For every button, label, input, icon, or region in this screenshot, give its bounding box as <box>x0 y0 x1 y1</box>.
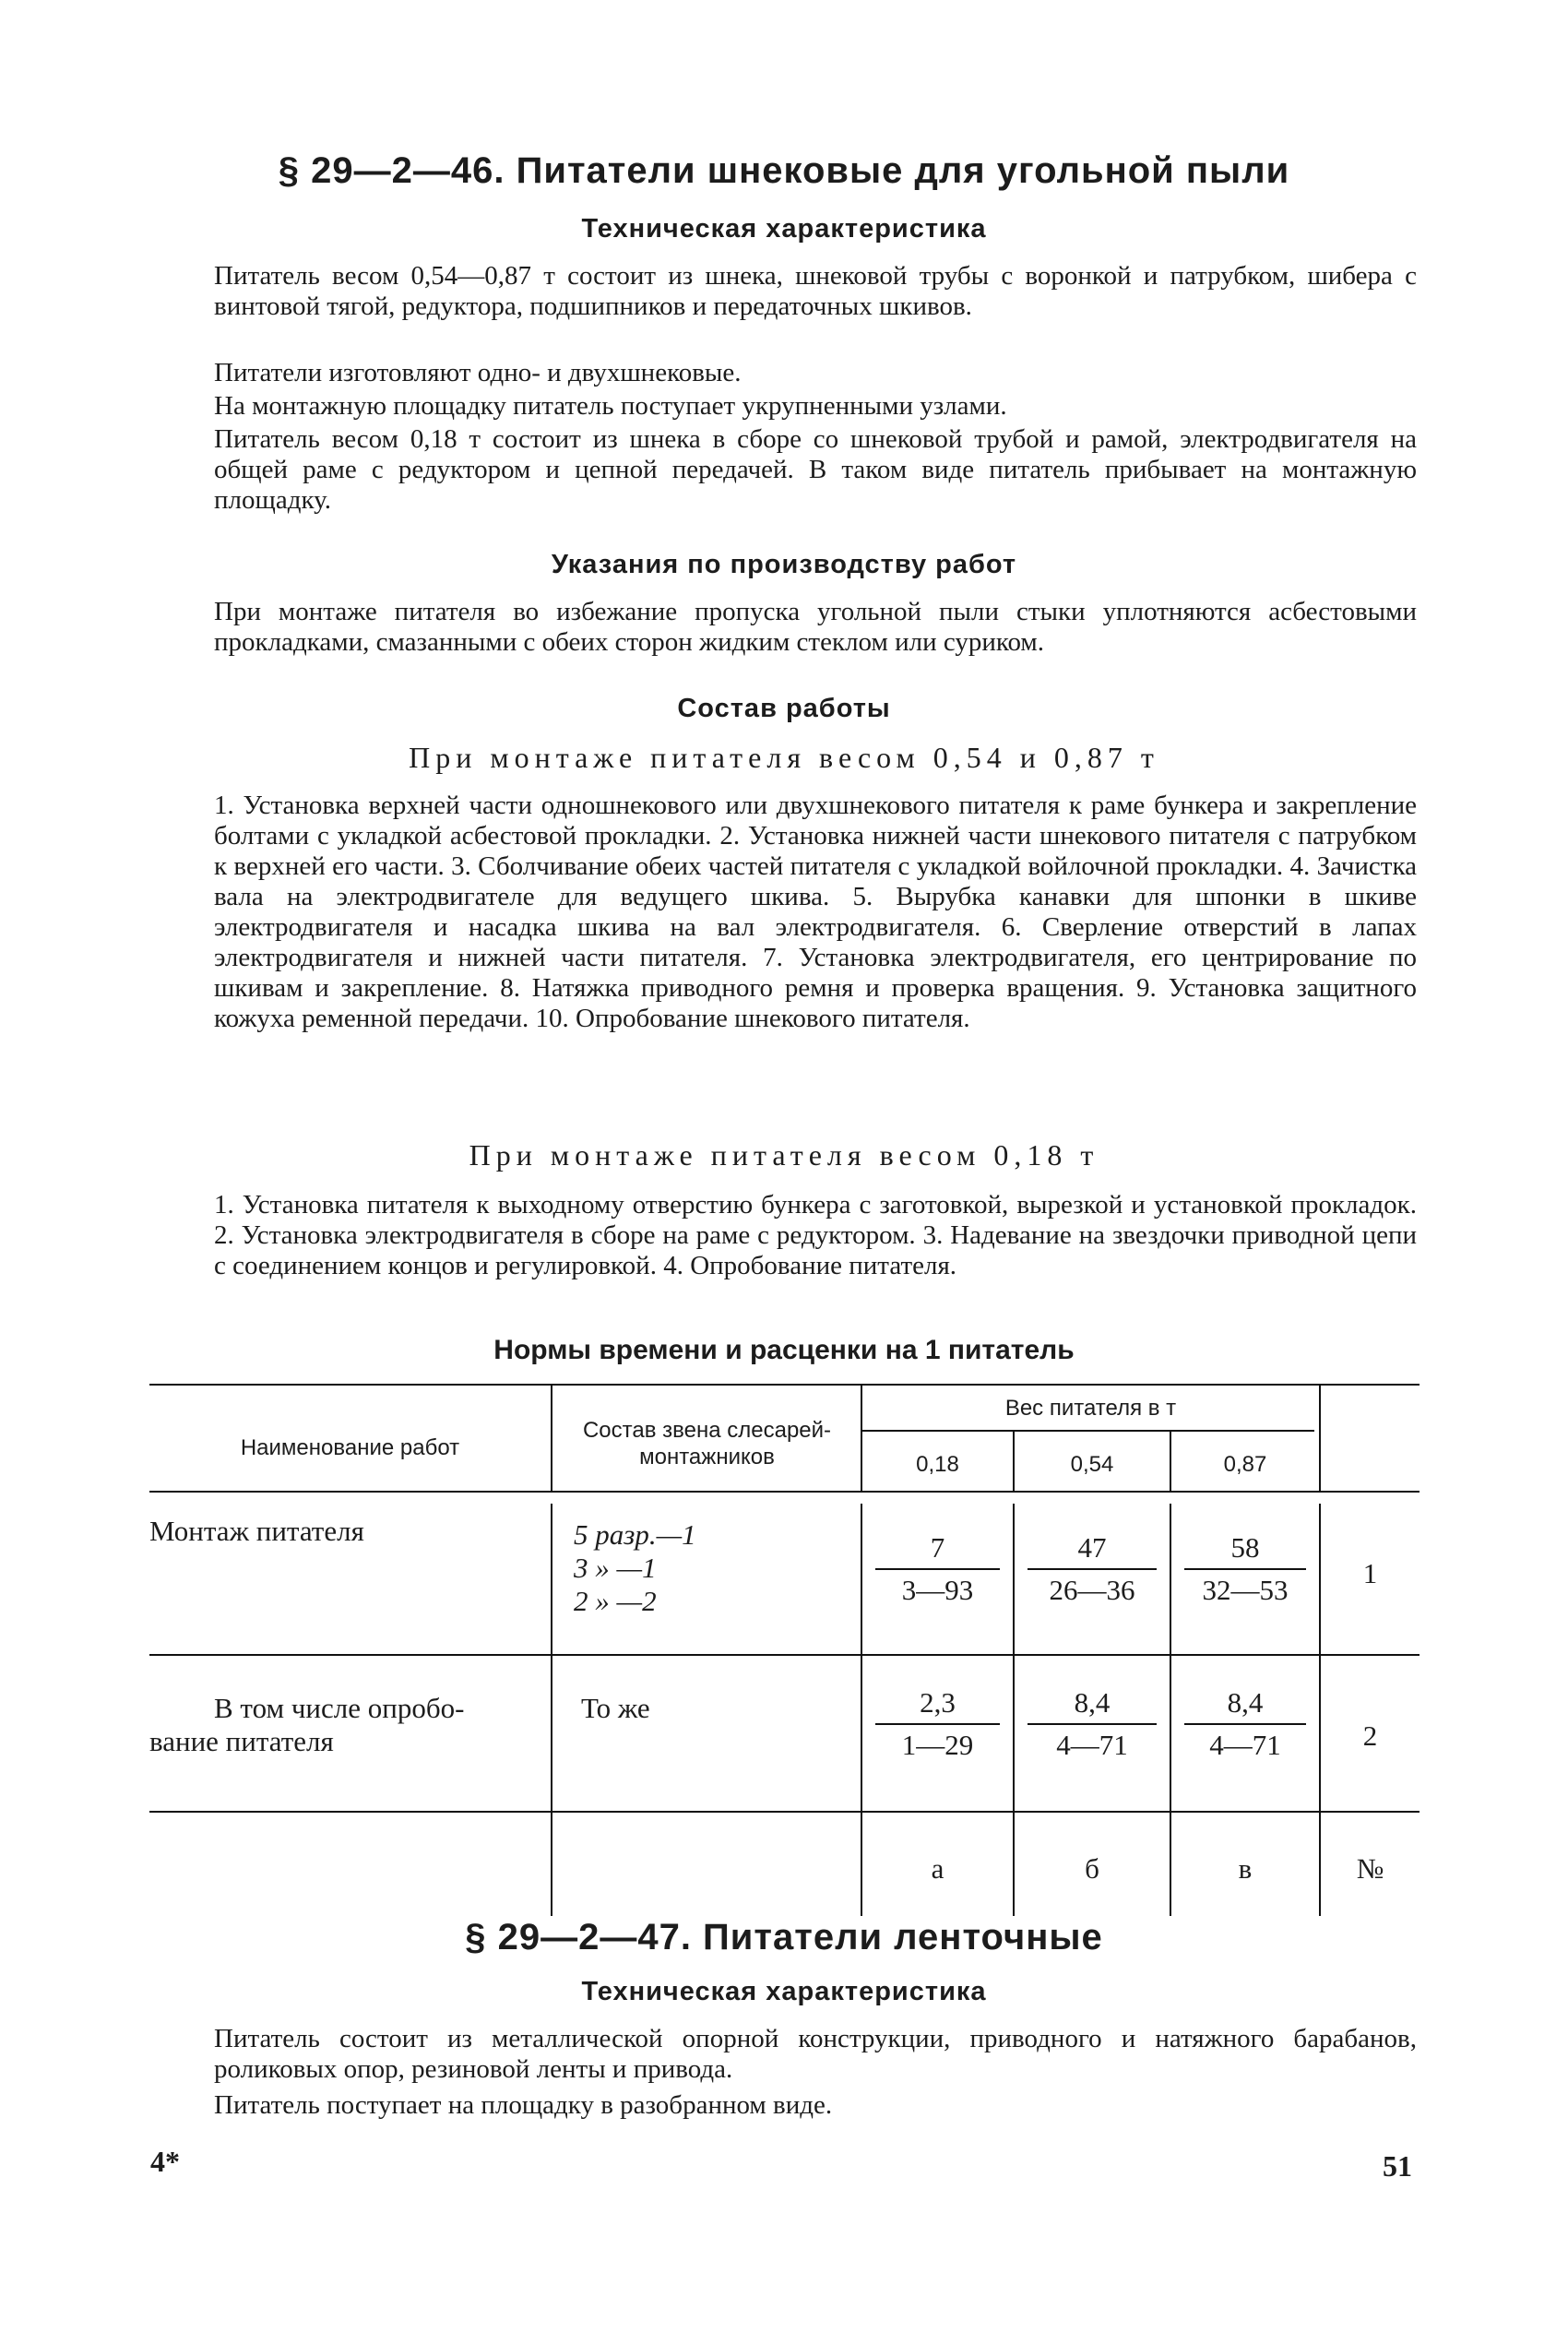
fraction-bar <box>1028 1723 1157 1725</box>
row2-number: 2 <box>1362 1719 1378 1752</box>
row1-name: Монтаж питателя <box>149 1515 364 1547</box>
row2-price-018: 1—29 <box>901 1729 974 1761</box>
footer-col-no: № <box>1356 1852 1384 1885</box>
row2-price-054: 4—71 <box>1056 1729 1128 1761</box>
instructions-paragraph: При монтаже питателя во избежание пропуска угольной пыли стыки уплотняются асбестовыми прокладками, смазанными с обеих сторон жидким стеклом или суриком. <box>214 597 1417 657</box>
tech-paragraph-1: Питатель весом 0,54—0,87 т состоит из шнека, шнековой трубы с воронкой и патрубком, шибера с винтовой тягой, редуктора, подшипников и передаточных шкивов. <box>214 261 1417 321</box>
fraction-bar <box>875 1568 1000 1570</box>
row1-crew <box>574 1518 696 1618</box>
weight-header-rule <box>862 1430 1314 1432</box>
fraction-bar <box>875 1723 1000 1725</box>
row1-number: 1 <box>1362 1557 1378 1589</box>
header-crew-line2: монтажников <box>639 1445 775 1469</box>
row1-value-087 <box>1171 1529 1319 1609</box>
tech-paragraph-2: Питатели изготовляют одно- и двухшнековые. <box>214 358 742 387</box>
table-bottom-rule <box>149 1811 1420 1813</box>
work-subheading-2: При монтаже питателя весом 0,18 т <box>469 1138 1099 1172</box>
row1-value-018 <box>862 1529 1013 1609</box>
table-title: Нормы времени и расценки на 1 питатель <box>493 1335 1075 1365</box>
header-bottom-rule <box>149 1491 1420 1493</box>
header-work-name: Наименование работ <box>240 1435 460 1460</box>
row2-name-line1: В том числе опробо- <box>214 1692 465 1724</box>
row1-time-087: 58 <box>1230 1531 1260 1564</box>
instructions-heading: Указания по производству работ <box>551 550 1017 579</box>
row1-crew-line1: 5 разр.—1 <box>574 1518 696 1551</box>
work-subheading-1: При монтаже питателя весом 0,54 и 0,87 т <box>409 741 1159 774</box>
row1-value-054 <box>1015 1529 1170 1609</box>
work-heading: Состав работы <box>677 694 891 723</box>
row2-time-087: 8,4 <box>1227 1686 1264 1719</box>
work-paragraph-2: 1. Установка питателя к выходному отверстию бункера с заготовкой, вырезкой и установкой прокладок. 2. Установка электродвигателя в сборе на раме с редуктором. 3. Надевание на звездочки приводной цепи с соединением концов и регулировкой. 4. Опробование питателя. <box>214 1190 1417 1280</box>
header-weight-087: 0,87 <box>1223 1452 1267 1477</box>
work-paragraph-1: 1. Установка верхней части одношнекового или двухшнекового питателя к раме бункера и закрепление болтами с укладкой асбестовой прокладки. 2. Установка нижней части шнекового питателя с патрубком к верхней его части. 3. Сболчивание обеих частей питателя с укладкой войлочной прокладки. 4. Зачистка вала на электродвигателе для ведущего шкива. 5. Вырубка канавки для шпонки в шкиве электродвигателя и насадка шкива на вал электродвигателя. 6. Сверление отверстий в лапах электродвигателя и нижней части питателя. 7. Установка электродвигателя, его центрирование по шкивам и закрепление. 8. Натяжка приводного ремня и проверка вращения. 9. Установка защитного кожуха ременной передачи. 10. Опробование шнекового питателя. <box>214 791 1417 1033</box>
tech-heading: Техническая характеристика <box>581 214 987 244</box>
row2-crew: То же <box>581 1692 650 1724</box>
fraction-bar <box>1184 1723 1306 1725</box>
tech-paragraph-3: На монтажную площадку питатель поступает укрупненными узлами. <box>214 391 1007 421</box>
row2-time-054: 8,4 <box>1074 1686 1111 1719</box>
section2-paragraph-1: Питатель состоит из металлической опорной конструкции, приводного и натяжного барабанов, роликовых опор, резиновой ленты и привода. <box>214 2024 1417 2084</box>
signature-mark: 4* <box>150 2145 180 2178</box>
row1-price-018: 3—93 <box>901 1574 974 1606</box>
footer-col-b: б <box>1085 1852 1099 1885</box>
header-crew-line1: Состав звена слесарей- <box>582 1418 832 1443</box>
section2-title: § 29—2—47. Питатели ленточные <box>465 1917 1103 1957</box>
row1-crew-line2: 3 » —1 <box>574 1552 657 1584</box>
row1-crew-line3: 2 » —2 <box>574 1585 657 1617</box>
row1-price-054: 26—36 <box>1049 1574 1135 1606</box>
row2-value-087 <box>1171 1684 1319 1764</box>
row2-name-line2: вание питателя <box>149 1725 334 1757</box>
footer-col-a: а <box>931 1852 944 1885</box>
row2-price-087: 4—71 <box>1209 1729 1281 1761</box>
section2-paragraph-2: Питатель поступает на площадку в разобранном виде. <box>214 2090 833 2120</box>
row1-price-087: 32—53 <box>1202 1574 1289 1606</box>
col-divider <box>551 1384 552 1491</box>
fraction-bar <box>1184 1568 1306 1570</box>
header-weight-018: 0,18 <box>916 1452 959 1477</box>
footer-col-c: в <box>1238 1852 1253 1885</box>
header-weight: Вес питателя в т <box>1004 1396 1177 1421</box>
row2-value-054 <box>1015 1684 1170 1764</box>
row1-time-054: 47 <box>1077 1531 1107 1564</box>
row2-value-018 <box>862 1684 1013 1764</box>
row1-time-018: 7 <box>930 1531 945 1564</box>
page-number: 51 <box>1383 2149 1412 2183</box>
col-divider <box>551 1504 552 1916</box>
paragraph <box>214 261 1417 322</box>
row-separator <box>149 1654 1420 1656</box>
row2-time-018: 2,3 <box>920 1686 956 1719</box>
section2-tech-heading: Техническая характеристика <box>581 1977 987 2006</box>
table-top-rule <box>149 1384 1420 1386</box>
tech-paragraph-4: Питатель весом 0,18 т состоит из шнека в сборе со шнековой трубой и рамой, электродвигателя на общей раме с редуктором и цепной передачей. В таком виде питатель прибывает на монтажную площадку. <box>214 424 1417 515</box>
section-title: § 29—2—46. Питатели шнековые для угольной пыли <box>278 150 1290 191</box>
col-divider <box>1319 1384 1321 1491</box>
header-weight-054: 0,54 <box>1070 1452 1114 1477</box>
fraction-bar <box>1028 1568 1157 1570</box>
